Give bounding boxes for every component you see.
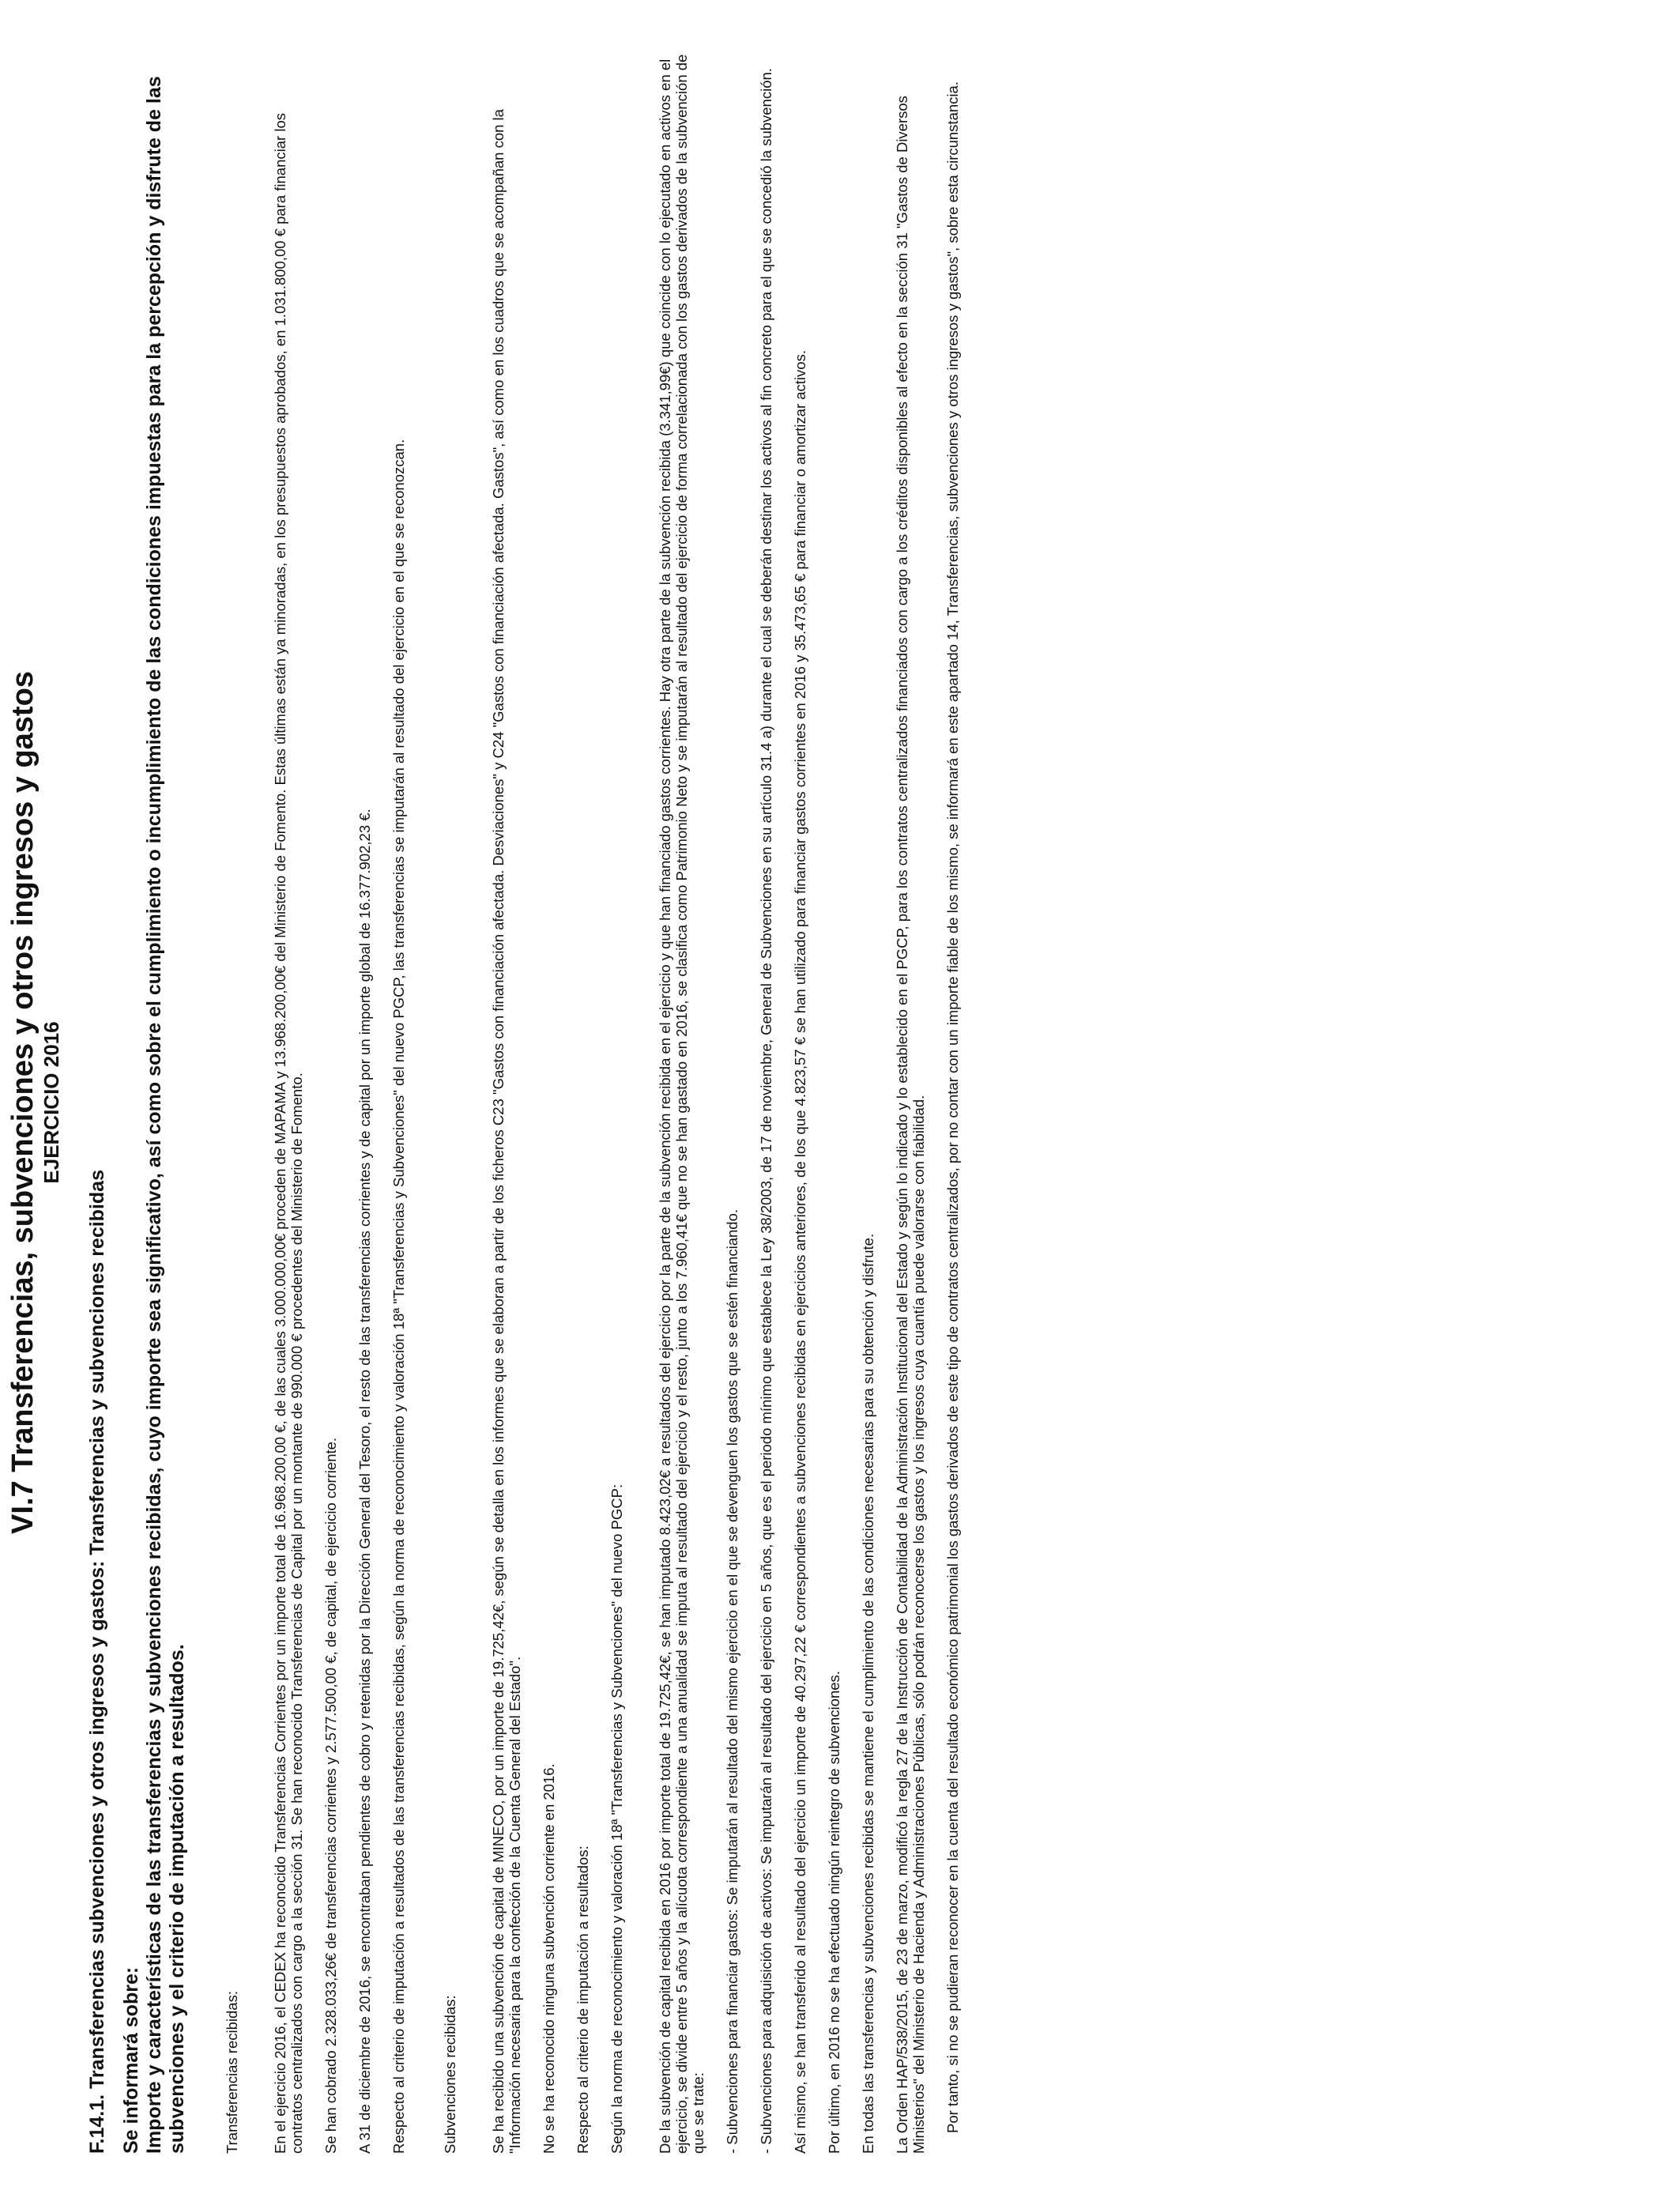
page-subtitle: EJERCICIO 2016: [40, 1021, 63, 1184]
paragraph-transferencias-corrientes: En el ejercicio 2016, el CEDEX ha reconocido Transferencias Corrientes por un importe total de 16.968.200,00 €, de las cuales 3.000.000,00€ proceden de MAPAMA y 13.968.200,00€ del Ministerio de Fomento. Estas últimas están ya minoradas, en los presupuestos aprobados, en 1.031.800,00 € para financiar los contratos centralizados con cargo a la sección 31. Se han reconocido Transferencias de Capital por un montante de 990.000 € procedentes del Ministerio de Fomento.: [272, 113, 305, 2154]
section-heading: F.14.1. Transferencias subvenciones y otros ingresos y gastos: Transferencias y subvenciones recibidas: [86, 1170, 108, 2154]
paragraph-reintegro: Por último, en 2016 no se ha efectuado ningún reintegro de subvenciones.: [826, 1671, 842, 2154]
paragraph-financiar-gastos: - Subvenciones para financiar gastos: Se imputarán al resultado del mismo ejercicio en el que se devenguen los gastos que se estén financiando.: [724, 1208, 740, 2154]
paragraph-subvencion-capital: Se ha recibido una subvención de capital de MINECO, por un importe de 19.725,42€, según se detalla en los informes que se elaboran a partir de los ficheros C23 "Gastos con financiación afectada. Desviaciones" y C24 "Gastos con financiación afectada. Gastos", así como en los cuadros que se acompañan con la "Información necesaria para la confección de la Cuenta General del Estado".: [490, 109, 523, 2154]
paragraph-subvenciones-heading: Subvenciones recibidas:: [442, 1995, 458, 2154]
paragraph-norma-18: Según la norma de reconocimiento y valoración 18ª "Transferencias y Subvenciones" del nuevo PGCP:: [608, 1483, 625, 2154]
inform-label: Se informará sobre:: [120, 1966, 142, 2154]
paragraph-no-subvencion-corriente: No se ha reconocido ninguna subvención corriente en 2016.: [541, 1763, 557, 2154]
paragraph-transferencias-heading: Transferencias recibidas:: [224, 1991, 240, 2154]
paragraph-cumplimiento: En todas las transferencias y subvenciones recibidas se mantiene el cumplimiento de las condiciones necesarias para su obtención y disfrute.: [860, 1233, 876, 2154]
paragraph-adquisicion-activos: - Subvenciones para adquisición de activos: Se imputarán al resultado del ejercicio en 5 años, que es el periodo mínimo que establece la Ley 38/2003, de 17 de noviembre, General de Subvenciones en su artículo 31.4 a) durante el cual se deberán destinar los activos al fin concreto para el que se concedió la subvención.: [758, 68, 774, 2154]
paragraph-criterio-transferencias: Respecto al criterio de imputación a resultados de las transferencias recibidas, según la norma de reconocimiento y valoración 18ª "Transferencias y Subvenciones" del nuevo PGCP, las transferencias se imputarán al resultado del ejercicio en el que se reconozcan.: [390, 439, 407, 2154]
paragraph-subvencion-detalle: De la subvención de capital recibida en 2016 por importe total de 19.725,42€, se han imputado 8.423,02€ a resultados del ejercicio por la parte de la subvención recibida en el ejercicio y que han financiado gastos corrientes. Hay otra parte de la subvención recibida (3.341,99€) que coincide con lo ejecutado en activos en el ejercicio, se divide entre 5 años y la alícuota correspondiente a una anualidad se imputa al resultado del ejercicio y el resto, junto a los 7.960,41€ que no se han gastado en 2016, se clasifica como Patrimonio Neto y se imputarán al resultado del ejercicio de forma correlacionada con los gastos derivados de la subvención de que se trate:: [657, 54, 706, 2154]
rotated-document-page: [0, 36, 1644, 2169]
inform-block: [120, 51, 189, 2154]
inform-text: Importe y características de las transferencias y subvenciones recibidas, cuyo importe sea significativo, así como sobre el cumplimiento o incumplimiento de las condiciones impuestas para la percepción y disfrute de las subvenciones y el criterio de imputación a resultados.: [143, 76, 188, 2154]
paragraph-transferido-resultado: Así mismo, se han transferido al resultado del ejercicio un importe de 40.297,22 € correspondientes a subvenciones recibidas en ejercicios anteriores, de los que 4.823,57 € se han utilizado para financiar gastos corrientes en 2016 y 35.473,65 € para financiar o amortizar activos.: [792, 350, 808, 2154]
paragraph-orden-hap: La Orden HAP/538/2015, de 23 de marzo, modificó la regla 27 de la Instrucción de Contabilidad de la Administración Institucional del Estado y según lo indicado y lo establecido en el PGCP, para los contratos centralizados financiados con cargo a los créditos disponibles al efecto en la sección 31 "Gastos de Diversos Ministerios" del Ministerio de Hacienda y Administraciones Públicas, sólo podrán reconocerse los gastos y los ingresos cuya cuantía puede valorarse con fiabilidad.: [894, 96, 927, 2154]
paragraph-criterio-imputacion: Respecto al criterio de imputación a resultados:: [574, 1845, 591, 2154]
paragraph-pendientes: A 31 de diciembre de 2016, se encontraban pendientes de cobro y retenidas por la Dirección General del Tesoro, el resto de las transferencias corrientes y de capital por un importe global de 16.377.902,23 €.: [356, 809, 373, 2154]
paragraph-cobrado: Se han cobrado 2.328.033,26€ de transferencias corrientes y 2.577.500,00 €, de capital, de ejercicio corriente.: [322, 1437, 339, 2154]
page-title: VI.7 Transferencias, subvenciones y otros ingresos y gastos: [6, 671, 40, 1534]
paragraph-por-tanto: Por tanto, si no se pudieran reconocer en la cuenta del resultado económico patrimonial los gastos derivados de este tipo de contratos centralizados, por no contar con un importe fiable de los mismo, se informará en este apartado 14, Transferencias, subvenciones y otros ingresos y gastos", sobre esta circunstancia.: [944, 81, 961, 2133]
